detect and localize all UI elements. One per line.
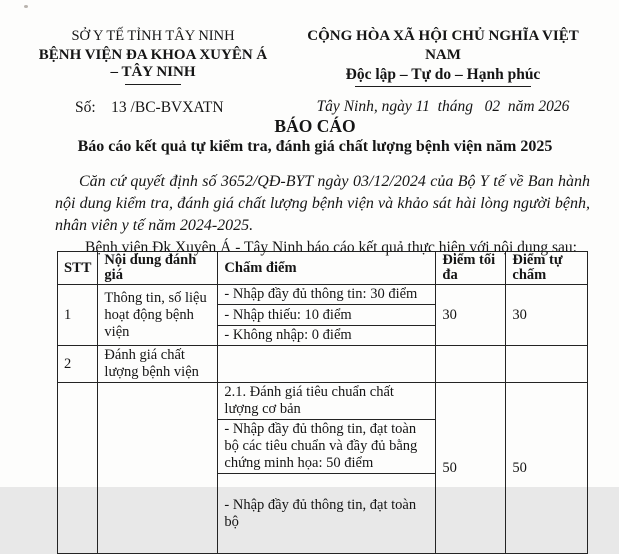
header-diem-tu-cham: Điểm tự chấm	[506, 252, 588, 285]
agency-parent-name: SỞ Y TẾ TỈNH TÂY NINH	[71, 28, 235, 44]
report-title: BÁO CÁO	[274, 116, 356, 136]
cell-cham-diem-2	[218, 346, 436, 383]
cell-stt-3	[58, 383, 98, 554]
header-noi-dung: Nội dung đánh giá	[98, 252, 218, 285]
motto-divider-rule	[355, 86, 531, 87]
scan-speck	[24, 5, 28, 8]
title-block	[40, 116, 590, 158]
cell-diem-toi-da-2	[436, 346, 506, 383]
hospital-name-line1: BỆNH VIỆN ĐA KHOA XUYÊN Á	[38, 46, 268, 63]
cell-diem-toi-da-3: 50	[436, 383, 506, 554]
table-row	[58, 383, 588, 420]
hospital-name-line2: – TÂY NINH	[110, 64, 196, 80]
table-row	[58, 285, 588, 305]
cell-cham-diem-3c: - Nhập đầy đủ thông tin, đạt toàn bộ	[218, 474, 436, 554]
national-motto: Độc lập – Tự do – Hạnh phúc	[345, 66, 541, 83]
body-text	[55, 171, 590, 258]
intro-paragraph: Bệnh viện Đk Xuyên Á - Tây Ninh báo cáo kết quả thực hiện với nội dung sau:	[85, 239, 577, 256]
report-subtitle: Báo cáo kết quả tự kiểm tra, đánh giá chất lượng bệnh viện năm 2025	[77, 138, 553, 155]
issuing-agency-block	[38, 27, 268, 85]
cell-cham-diem-1c: - Không nhập: 0 điểm	[218, 326, 436, 346]
cell-diem-tu-cham-2	[506, 346, 588, 383]
national-header-block	[292, 27, 594, 116]
cell-diem-toi-da-1: 30	[436, 285, 506, 346]
national-title: CỘNG HÒA XÃ HỘI CHỦ NGHĨA VIỆT NAM	[307, 28, 579, 63]
cell-noi-dung-1: Thông tin, số liệu hoạt động bệnh viện	[98, 285, 218, 346]
cell-noi-dung-2: Đánh giá chất lượng bệnh viện	[98, 346, 218, 383]
legal-basis-paragraph: Căn cứ quyết định số 3652/QĐ-BYT ngày 03/12/2024 của Bộ Y tế về Ban hành nội dung kiểm tra, đánh giá chất lượng bệnh viện và khảo sát hài lòng người bệnh, nhân viên y tế năm 2024-2025.	[55, 173, 590, 234]
cell-stt-1: 1	[58, 285, 98, 346]
cell-diem-tu-cham-3: 50	[506, 383, 588, 554]
table-header-row	[58, 252, 588, 285]
cell-stt-2: 2	[58, 346, 98, 383]
header-stt: STT	[58, 252, 98, 285]
left-divider-rule	[125, 84, 181, 85]
cell-noi-dung-3	[98, 383, 218, 554]
cell-cham-diem-1b: - Nhập thiếu: 10 điểm	[218, 305, 436, 326]
cell-diem-tu-cham-1: 30	[506, 285, 588, 346]
cell-cham-diem-3b: - Nhập đầy đủ thông tin, đạt toàn bộ các tiêu chuẩn và đầy đủ bằng chứng minh họa: 50 điểm	[218, 420, 436, 474]
header-cham-diem: Chấm điểm	[218, 252, 436, 285]
place-dateline: Tây Ninh, ngày 11 tháng 02 năm 2026	[316, 98, 570, 115]
cell-cham-diem-1a: - Nhập đầy đủ thông tin: 30 điểm	[218, 285, 436, 305]
header-diem-toi-da: Điểm tối đa	[436, 252, 506, 285]
cell-cham-diem-3a: 2.1. Đánh giá tiêu chuẩn chất lượng cơ bản	[218, 383, 436, 420]
document-ref-number: Số: 13 /BC-BVXATN	[75, 99, 224, 116]
table-row	[58, 346, 588, 383]
assessment-table	[57, 251, 588, 554]
